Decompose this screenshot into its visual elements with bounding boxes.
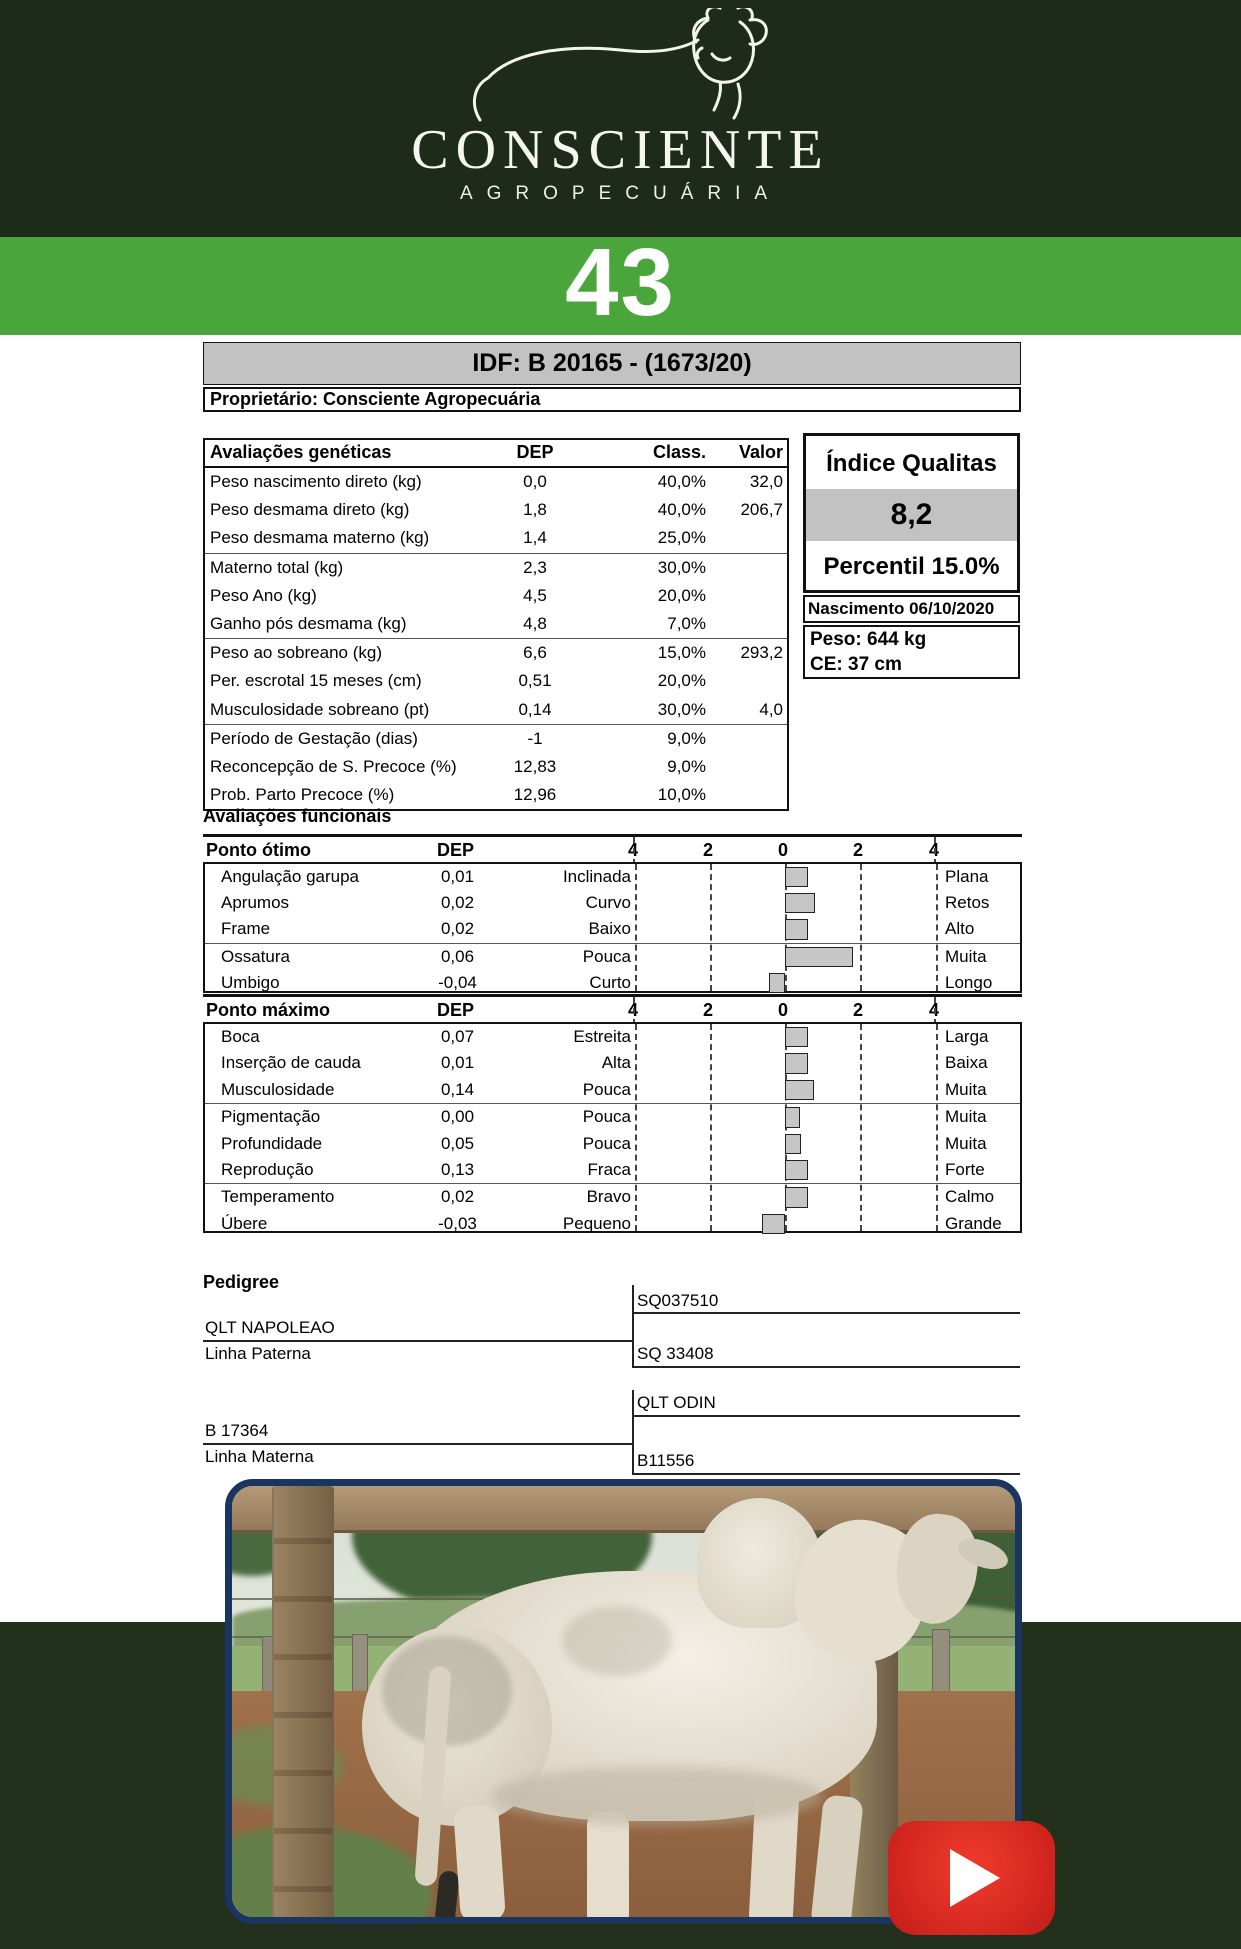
axis-tick-label: 0	[777, 1000, 788, 1020]
class-value: 30,0%	[657, 557, 706, 577]
chart-row	[205, 1077, 1020, 1103]
class-value: 10,0%	[657, 785, 706, 805]
left-anchor-label: Pouca	[582, 1133, 631, 1153]
chart-row	[205, 1024, 1020, 1050]
pedigree-title: Pedigree	[203, 1272, 280, 1292]
dep-bar	[785, 893, 815, 913]
dep-bar	[785, 1160, 808, 1180]
lot-number: 43	[565, 229, 676, 336]
dep-value: 2,3	[523, 557, 547, 577]
dep-value: 1,8	[523, 500, 547, 520]
axis-gridline	[633, 997, 635, 1025]
class-value: 30,0%	[657, 699, 706, 719]
class-value: 20,0%	[657, 585, 706, 605]
class-value: 40,0%	[657, 500, 706, 520]
left-anchor-label: Curvo	[585, 893, 631, 913]
table-row	[205, 667, 787, 695]
dep-bar	[785, 919, 808, 939]
dep-value: 12,83	[513, 756, 557, 776]
lot-number-banner	[0, 229, 1241, 336]
class-value: 25,0%	[657, 528, 706, 548]
chart-dep-header: DEP	[436, 1000, 474, 1020]
trait-label: Pigmentação	[221, 1107, 321, 1127]
table-row	[205, 724, 787, 753]
valor-value: 293,2	[740, 643, 783, 663]
left-anchor-label: Curto	[589, 972, 631, 992]
table-row	[205, 496, 787, 524]
axis-tick-label: 2	[852, 1000, 863, 1020]
chart-row	[205, 916, 1020, 942]
trait-label: Reconcepção de S. Precoce (%)	[210, 756, 457, 776]
dep-value: 0,0	[523, 472, 547, 491]
pedigree-line	[632, 1366, 1020, 1368]
bull-belly-shadow	[492, 1766, 822, 1826]
weight-ce-box	[803, 625, 1020, 679]
class-value: 9,0%	[667, 728, 706, 748]
pedigree-line	[632, 1415, 1020, 1417]
axis-gridline	[934, 997, 936, 1025]
axis-tick-label: 0	[777, 840, 788, 860]
dep-bar	[785, 1053, 808, 1073]
axis-tick-label: 4	[928, 1000, 939, 1020]
right-anchor-label: Muita	[945, 946, 987, 966]
genetic-header-name: Avaliações genéticas	[210, 442, 392, 462]
fence-post	[352, 1634, 368, 1696]
dep-value: -0,03	[438, 1213, 477, 1233]
chart-row	[205, 1103, 1020, 1130]
axis-gridline	[633, 837, 635, 865]
axis-tick-label: 4	[928, 840, 939, 860]
genetic-table-body	[205, 468, 787, 809]
wooden-beam	[232, 1486, 1022, 1533]
pedigree-line	[632, 1473, 1020, 1475]
paternal-line-label: Linha Paterna	[205, 1344, 311, 1363]
right-anchor-label: Longo	[945, 972, 993, 992]
valor-value: 32,0	[749, 472, 783, 491]
right-anchor-label: Grande	[945, 1213, 1002, 1233]
table-row	[205, 582, 787, 610]
right-anchor-label: Muita	[945, 1107, 987, 1127]
dep-value: 6,6	[523, 643, 547, 663]
trait-label: Frame	[221, 919, 271, 939]
dep-value: 0,51	[518, 671, 552, 691]
bull-gray-patch	[562, 1606, 672, 1676]
left-anchor-label: Estreita	[573, 1027, 631, 1046]
dep-value: 1,4	[523, 528, 547, 548]
table-row	[205, 553, 787, 582]
brand-subtitle: AGROPECUÁRIA	[459, 183, 782, 204]
trait-label: Aprumos	[221, 893, 290, 913]
dep-value: 0,02	[440, 1187, 475, 1207]
owner-bar: Proprietário: Consciente Agropecuária	[203, 387, 1021, 412]
dep-bar	[785, 1107, 800, 1127]
table-row	[205, 468, 787, 496]
trait-label: Úbere	[221, 1213, 268, 1233]
idf-header: IDF: B 20165 - (1673/20)	[203, 342, 1021, 385]
left-anchor-label: Pouca	[582, 946, 631, 966]
trait-label: Peso desmama direto (kg)	[210, 500, 410, 520]
dep-value: 12,96	[513, 785, 557, 805]
chart-row	[205, 890, 1020, 916]
chart-row	[205, 864, 1020, 890]
axis-tick-label: 4	[627, 840, 638, 860]
dep-value: -0,04	[438, 972, 477, 992]
qualitas-percentile: Percentil 15.0%	[823, 553, 1000, 580]
left-anchor-label: Inclinada	[562, 867, 631, 886]
paternal-granddam: SQ 33408	[637, 1344, 714, 1363]
dep-bar	[785, 1080, 814, 1100]
fence-post	[932, 1629, 950, 1697]
left-anchor-label: Pouca	[582, 1107, 631, 1127]
trait-label: Ganho pós desmama (kg)	[210, 613, 407, 633]
dep-value: 0,02	[440, 893, 475, 913]
functional-section-title: Avaliações funcionais	[203, 806, 392, 826]
valor-value: 4,0	[759, 699, 783, 719]
qualitas-score: 8,2	[806, 489, 1017, 541]
trait-label: Peso Ano (kg)	[210, 585, 317, 605]
class-value: 15,0%	[657, 643, 706, 663]
chart-row	[205, 1157, 1020, 1183]
ponto-maximo-header	[203, 994, 1022, 1022]
chart-row	[205, 1211, 1020, 1237]
left-anchor-label: Pequeno	[562, 1213, 631, 1233]
axis-tick-label: 2	[852, 840, 863, 860]
dep-value: 0,06	[440, 946, 475, 966]
trait-label: Ossatura	[221, 946, 290, 966]
dep-value: 0,14	[518, 699, 552, 719]
paternal-grandsire: SQ037510	[637, 1291, 719, 1310]
qualitas-box	[803, 433, 1020, 593]
genetic-header-dep: DEP	[516, 442, 554, 462]
ponto-maximo-chart	[203, 1022, 1022, 1233]
maternal-line-label: Linha Materna	[205, 1447, 314, 1466]
right-anchor-label: Calmo	[945, 1187, 995, 1207]
dep-bar	[785, 867, 808, 887]
trait-label: Peso desmama materno (kg)	[210, 528, 430, 548]
chart-dep-header: DEP	[436, 840, 474, 860]
chart-row	[205, 1050, 1020, 1076]
table-row	[205, 696, 787, 724]
pedigree-line	[632, 1285, 634, 1367]
scrotal-value: CE: 37 cm	[810, 654, 902, 675]
trait-label: Angulação garupa	[221, 867, 360, 886]
sire-name: QLT NAPOLEAO	[205, 1318, 335, 1337]
genetic-table-header	[205, 440, 787, 468]
youtube-play-button[interactable]	[888, 1821, 1055, 1935]
genetic-header-class: Class.	[652, 442, 706, 462]
dam-name: B 17364	[205, 1421, 269, 1440]
class-value: 9,0%	[667, 756, 706, 776]
pedigree-line	[632, 1390, 634, 1473]
dep-value: 4,8	[523, 613, 547, 633]
dep-value: 0,01	[440, 867, 475, 886]
trait-label: Materno total (kg)	[210, 557, 344, 577]
dep-value: 0,05	[440, 1133, 475, 1153]
dep-bar	[785, 947, 853, 967]
axis-tick-label: 4	[627, 1000, 638, 1020]
pedigree-line	[632, 1312, 1020, 1314]
trait-label: Reprodução	[221, 1159, 314, 1179]
trait-label: Musculosidade sobreano (pt)	[210, 699, 430, 719]
trait-label: Profundidade	[221, 1133, 323, 1153]
class-value: 7,0%	[667, 613, 706, 633]
genetic-header-valor: Valor	[738, 442, 783, 462]
chart-row	[205, 970, 1020, 996]
axis-gridline	[934, 837, 936, 865]
trait-label: Musculosidade	[221, 1079, 335, 1099]
dep-bar	[769, 973, 785, 993]
class-value: 20,0%	[657, 671, 706, 691]
dep-bar	[785, 1187, 808, 1207]
table-row	[205, 638, 787, 667]
trait-label: Temperamento	[221, 1187, 335, 1207]
right-anchor-label: Retos	[945, 893, 990, 913]
dep-value: 0,13	[440, 1159, 475, 1179]
bull-leg	[453, 1805, 506, 1923]
bull-leg	[587, 1811, 629, 1924]
chart-title: Ponto ótimo	[206, 840, 311, 860]
left-anchor-label: Pouca	[582, 1079, 631, 1099]
left-anchor-label: Alta	[601, 1053, 631, 1073]
table-row	[205, 753, 787, 781]
right-anchor-label: Muita	[945, 1133, 987, 1153]
right-anchor-label: Larga	[945, 1027, 989, 1046]
dep-bar	[762, 1214, 785, 1234]
pedigree-line	[203, 1340, 633, 1342]
maternal-grandsire: QLT ODIN	[637, 1393, 716, 1412]
left-anchor-label: Fraca	[587, 1159, 631, 1179]
axis-tick-label: 2	[702, 1000, 713, 1020]
trait-label: Prob. Parto Precoce (%)	[210, 785, 395, 805]
cow-logo-icon	[440, 8, 800, 128]
trait-label: Peso ao sobreano (kg)	[210, 643, 382, 663]
right-anchor-label: Baixa	[945, 1053, 988, 1073]
brand-header	[0, 0, 1241, 237]
dep-value: 0,00	[440, 1107, 475, 1127]
trait-label: Per. escrotal 15 meses (cm)	[210, 671, 422, 691]
left-anchor-label: Baixo	[588, 919, 631, 939]
weight-value: Peso: 644 kg	[810, 629, 927, 650]
left-anchor-label: Bravo	[586, 1187, 631, 1207]
trait-label: Boca	[221, 1027, 260, 1046]
dep-bar	[785, 1134, 801, 1154]
brand-name: CONSCIENTE	[411, 119, 830, 181]
chart-row	[205, 1183, 1020, 1210]
dep-bar	[785, 1027, 808, 1047]
birth-date-box: Nascimento 06/10/2020	[803, 595, 1020, 623]
dep-value: 0,01	[440, 1053, 475, 1073]
ponto-otimo-chart	[203, 862, 1022, 993]
trait-label: Umbigo	[221, 972, 280, 992]
dep-value: 0,02	[440, 919, 475, 939]
play-triangle-icon	[950, 1849, 1000, 1907]
table-row	[205, 524, 787, 552]
right-anchor-label: Plana	[945, 867, 989, 886]
chart-row	[205, 943, 1020, 970]
trait-label: Período de Gestação (dias)	[210, 728, 418, 748]
chart-row	[205, 1131, 1020, 1157]
right-anchor-label: Muita	[945, 1079, 987, 1099]
class-value: 40,0%	[657, 472, 706, 491]
trait-label: Peso nascimento direto (kg)	[210, 472, 422, 491]
trait-label: Inserção de cauda	[221, 1053, 361, 1073]
maternal-granddam: B11556	[637, 1451, 695, 1470]
pedigree-line	[203, 1443, 633, 1445]
axis-tick-label: 2	[702, 840, 713, 860]
genetic-table	[203, 438, 789, 811]
dep-value: 0,07	[440, 1027, 475, 1046]
dep-value: 4,5	[523, 585, 547, 605]
ponto-otimo-header	[203, 834, 1022, 862]
right-anchor-label: Forte	[945, 1159, 985, 1179]
valor-value: 206,7	[740, 500, 783, 520]
dep-value: 0,14	[440, 1079, 475, 1099]
dep-value: -1	[527, 728, 543, 748]
right-anchor-label: Alto	[945, 919, 975, 939]
qualitas-title: Índice Qualitas	[826, 450, 997, 477]
wooden-post	[272, 1486, 334, 1924]
table-row	[205, 610, 787, 638]
chart-title: Ponto máximo	[206, 1000, 331, 1020]
